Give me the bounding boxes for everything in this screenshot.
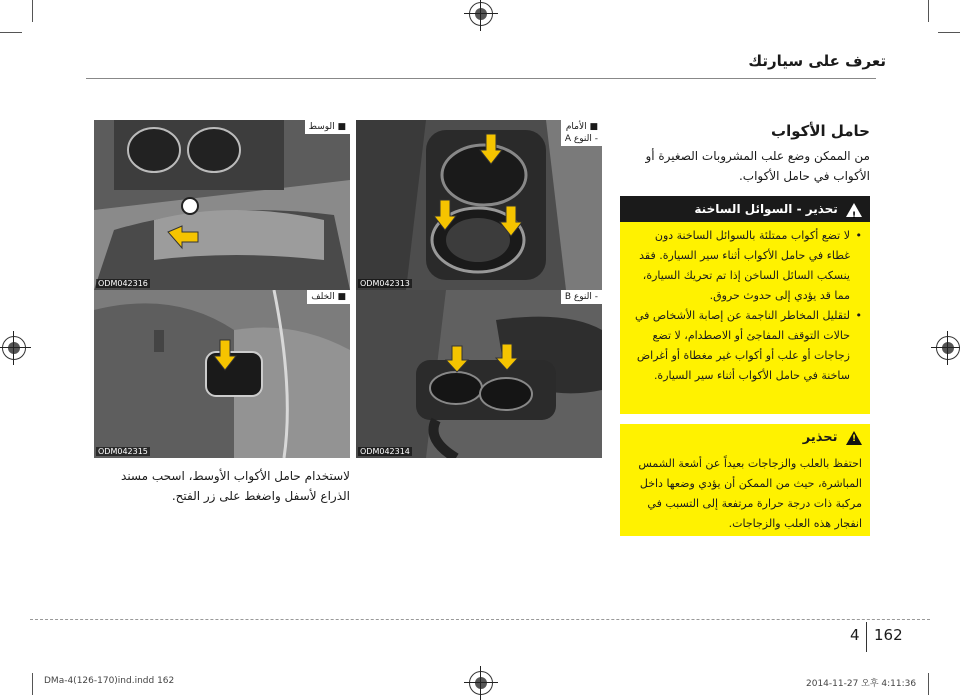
crop-mark: [32, 673, 33, 695]
crop-mark: [928, 0, 929, 22]
cupholder-illustration: [356, 290, 602, 458]
warning-box-cans-heat: [620, 424, 870, 536]
photo-label-line: ■ الوسط: [308, 122, 346, 132]
section-intro: من الممكن وضع علب المشروبات الصغيرة أو الأكواب في حامل الأكواب.: [645, 149, 870, 183]
registration-mark-icon: [469, 671, 493, 695]
indd-filename: DMa-4(126-170)ind.indd 162: [44, 676, 175, 686]
photo-front-cupholder-type-b: [356, 290, 602, 458]
middle-cupholder-caption: لاستخدام حامل الأكواب الأوسط، اسحب مسند الذراع لأسفل واضغط على زر الفتح.: [121, 469, 350, 503]
photo-label-line: ■ الأمام: [565, 122, 598, 132]
chapter-number: 4: [850, 626, 860, 644]
image-code: ODM042316: [98, 279, 148, 288]
crop-mark: [928, 673, 929, 695]
photo-rear-cupholder: [94, 290, 350, 458]
armrest-illustration: [94, 120, 350, 290]
footer-divider: [866, 622, 867, 652]
warning-box-hot-liquids: [620, 196, 870, 414]
photo-label-line: ■ الخلف: [311, 292, 346, 302]
warning-triangle-icon: !: [846, 203, 862, 217]
page-number: 162: [874, 626, 903, 644]
image-code: ODM042315: [98, 447, 148, 456]
image-code: ODM042313: [360, 279, 410, 288]
photo-front-cupholder-type-a: [356, 120, 602, 290]
rear-panel-illustration: [94, 290, 350, 458]
warning-triangle-icon: !: [846, 431, 862, 445]
warning-header: [620, 196, 870, 222]
header-rule: [86, 78, 876, 79]
image-code: ODM042314: [360, 447, 410, 456]
warning-title: تحذير: [802, 430, 838, 445]
photo-label: [305, 120, 350, 134]
crop-mark: [938, 32, 960, 33]
warning-bullets: [630, 226, 862, 386]
registration-mark-icon: [2, 336, 26, 360]
photo-label: [307, 290, 350, 304]
warning-bullet: • لا تضع أكواب ممتلئة بالسوائل الساخنة دون غطاء في حامل الأكواب أثناء سير السيارة. فقد ينسكب السائل الساخن إذا تم تحريك السيارة، مما قد يؤدي إلى حدوث حروق.: [630, 226, 862, 306]
photo-label: [561, 120, 602, 146]
warning-title: تحذير - السوائل الساخنة: [694, 202, 838, 216]
crop-mark: [0, 32, 22, 33]
warning-text: احتفظ بالعلب والزجاجات بعيداً عن أشعة الشمس المباشرة، حيث من الممكن أن يؤدي وضعها داخل مركبة ذات درجة حرارة مرتفعة إلى التسبب في انفجار هذه العلب والزجاجات.: [638, 457, 862, 530]
photo-label: [561, 290, 602, 304]
photo-label-line: - النوع A: [564, 134, 598, 144]
page-header-title: تعرف على سيارتك: [748, 52, 886, 70]
warning-header: [803, 430, 862, 445]
registration-mark-icon: [936, 336, 960, 360]
crop-mark: [32, 0, 33, 22]
registration-mark-icon: [469, 2, 493, 26]
indd-timestamp: 2014-11-27 오후 4:11:36: [806, 679, 917, 689]
footer-rule: [30, 619, 930, 620]
photo-label-line: - النوع B: [564, 292, 598, 302]
section-heading: حامل الأكواب: [771, 122, 870, 140]
photo-middle-cupholder: [94, 120, 350, 290]
warning-bullet: • لتقليل المخاطر الناجمة عن إصابة الأشخاص في حالات التوقف المفاجئ أو الاصطدام، لا تضع زجاجات أو علب أو أكواب غير مغطاة أو أغراض ساخنة في حامل الأكواب أثناء سير السيارة.: [630, 306, 862, 386]
